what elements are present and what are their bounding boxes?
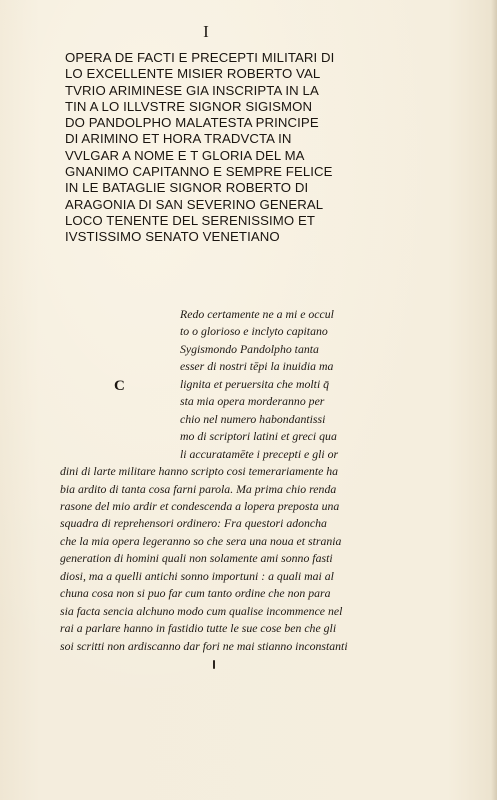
body-text (0, 306, 497, 655)
body-line: diosi, ma a quelli antichi sonno importuni : a quali mai al (60, 568, 334, 583)
title-line: VVLGAR A NOME E T GLORIA DEL MA (65, 147, 305, 163)
title-line: LOCO TENENTE DEL SERENISSIMO ET (65, 212, 316, 228)
body-line: chio nel numero habondantissi (180, 411, 326, 426)
title-line: DO PANDOLPHO MALATESTA PRINCIPE (65, 115, 319, 131)
guide-initial-letter: C (114, 378, 125, 394)
title-line: LO EXCELLENTE MISIER ROBERTO VAL (65, 66, 321, 82)
body-line: sia facta sencia alchuno modo cum qualise incommence nel (60, 603, 343, 618)
ink-mark (213, 660, 215, 669)
body-line: squadra di reprehensori ordinero: Fra questori adoncha (60, 516, 327, 531)
body-line: sta mia opera morderanno per (180, 394, 325, 409)
title-block (65, 50, 395, 246)
title-line: GNANIMO CAPITANNO E SEMPRE FELICE (65, 164, 333, 180)
body-line: lignita et peruersita che molti q̄ (180, 376, 330, 391)
folio-number: I (203, 22, 209, 41)
body-line: Sygismondo Pandolpho tanta (180, 341, 319, 356)
title-line: ARAGONIA DI SAN SEVERINO GENERAL (65, 196, 324, 212)
body-line: dini di larte militare hanno scripto cosi temerariamente ha (60, 464, 339, 479)
body-line: rasone del mio ardir et condescenda a lopera preposta una (60, 498, 340, 513)
body-line: bia ardito di tanta cosa farni parola. Ma prima chio renda (60, 481, 337, 496)
body-line: generation di homini quali non solamente ami sonno fasti (60, 551, 333, 566)
title-line: IVSTISSIMO SENATO VENETIANO (65, 229, 280, 245)
body-line: esser di nostri tēpi la inuidia ma (180, 359, 334, 374)
title-line: OPERA DE FACTI E PRECEPTI MILITARI DI (65, 50, 335, 65)
body-line: mo di scriptori latini et greci qua (180, 429, 337, 444)
body-line: soi scritti non ardiscanno dar fori ne mai stianno inconstanti (60, 638, 348, 653)
title-line: IN LE BATAGLIE SIGNOR ROBERTO DI (65, 180, 309, 196)
title-line: TVRIO ARIMINESE GIA INSCRIPTA IN LA (65, 82, 319, 98)
body-line: to o glorioso e inclyto capitano (180, 324, 328, 339)
body-line: che la mia opera legeranno so che sera una noua et strania (60, 533, 342, 548)
body-line: Redo certamente ne a mi e occul (180, 307, 334, 321)
title-line: TIN A LO ILLVSTRE SIGNOR SIGISMON (65, 98, 313, 114)
title-line: DI ARIMINO ET HORA TRADVCTA IN (65, 131, 292, 147)
body-line: li accuratamēte i precepti e gli or (180, 446, 339, 461)
body-line: rai a parlare hanno in fastidio tutte le sue cose ben che gli (60, 621, 337, 636)
body-line: chuna cosa non si puo far cum tanto ordine che non para (60, 586, 331, 601)
